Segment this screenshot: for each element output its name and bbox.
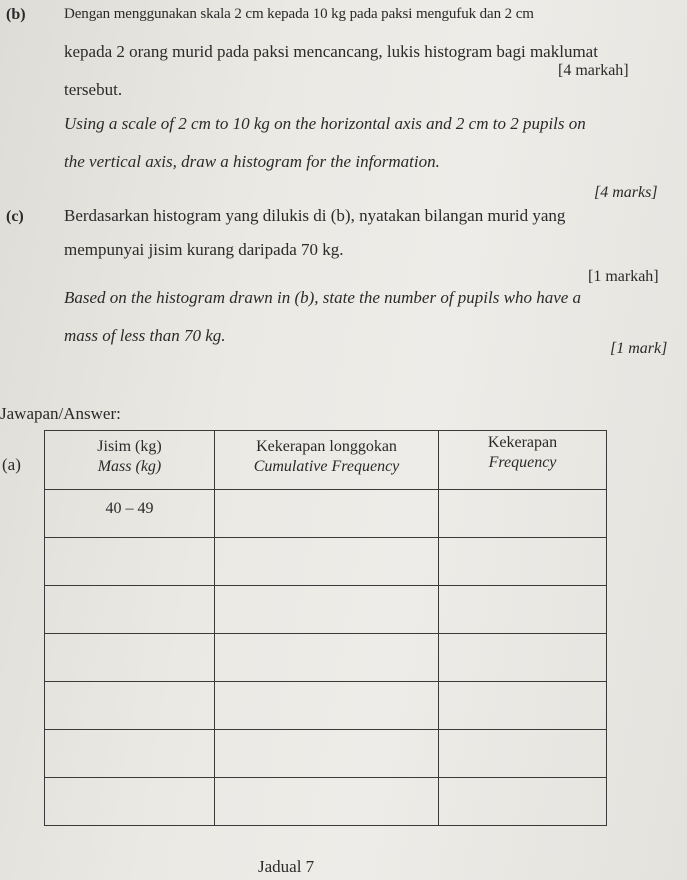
mass-cell[interactable] — [45, 586, 215, 634]
freq-cell[interactable] — [439, 778, 607, 826]
cumfreq-cell[interactable] — [215, 730, 439, 778]
part-b-english-marks: [4 marks] — [594, 184, 658, 201]
part-b-label: (b) — [6, 6, 26, 23]
table-caption: Jadual 7 — [258, 857, 315, 876]
part-b-malay-line3: tersebut. — [64, 80, 123, 99]
header-mass-english: Mass (kg) — [97, 458, 162, 475]
part-b-malay-marks: [4 markah] — [558, 62, 629, 79]
part-c-malay-marks: [1 markah] — [588, 268, 659, 285]
mass-cell[interactable] — [45, 682, 215, 730]
mass-cell[interactable]: 40 – 49 — [45, 490, 215, 538]
header-cumulative-frequency — [215, 431, 439, 490]
answer-part-label: (a) — [2, 455, 21, 474]
freq-cell[interactable] — [439, 538, 607, 586]
cumfreq-cell[interactable] — [215, 586, 439, 634]
table-header-row — [45, 431, 607, 490]
table-row — [45, 538, 607, 586]
part-b-english-line1: Using a scale of 2 cm to 10 kg on the horizontal axis and 2 cm to 2 pupils on — [64, 114, 586, 133]
header-freq-malay: Kekerapan — [487, 434, 558, 451]
table-row — [45, 586, 607, 634]
table-row — [45, 490, 607, 538]
mass-cell[interactable] — [45, 730, 215, 778]
header-cumfreq-malay: Kekerapan longgokan — [256, 438, 397, 455]
mass-cell[interactable] — [45, 538, 215, 586]
answer-heading: Jawapan/Answer: — [0, 404, 121, 423]
freq-cell[interactable] — [439, 682, 607, 730]
part-b-english-line2: the vertical axis, draw a histogram for the information. — [64, 152, 440, 171]
table-row — [45, 634, 607, 682]
header-mass-malay: Jisim (kg) — [97, 438, 162, 455]
mass-cell[interactable] — [45, 778, 215, 826]
freq-cell[interactable] — [439, 634, 607, 682]
header-mass — [45, 431, 215, 490]
freq-cell[interactable] — [439, 730, 607, 778]
part-b-malay-line1: Dengan menggunakan skala 2 cm kepada 10 kg pada paksi mengufuk dan 2 cm — [64, 6, 534, 22]
cumfreq-cell[interactable] — [215, 634, 439, 682]
header-cumfreq-english: Cumulative Frequency — [253, 458, 400, 475]
part-c-label: (c) — [6, 208, 24, 225]
mass-cell[interactable] — [45, 634, 215, 682]
part-b-malay-line2: kepada 2 orang murid pada paksi mencancang, lukis histogram bagi maklumat — [64, 42, 598, 61]
part-c-english-line2: mass of less than 70 kg. — [64, 326, 226, 345]
table-row — [45, 778, 607, 826]
header-freq-english: Frequency — [488, 454, 557, 471]
cumfreq-cell[interactable] — [215, 538, 439, 586]
part-c-malay-line1: Berdasarkan histogram yang dilukis di (b), nyatakan bilangan murid yang — [64, 206, 566, 225]
table-row — [45, 682, 607, 730]
freq-cell[interactable] — [439, 490, 607, 538]
part-c-english-line1: Based on the histogram drawn in (b), state the number of pupils who have a — [64, 288, 582, 307]
cumfreq-cell[interactable] — [215, 490, 439, 538]
freq-cell[interactable] — [439, 586, 607, 634]
part-c-english-marks: [1 mark] — [610, 340, 668, 357]
header-frequency — [439, 431, 607, 490]
table-row — [45, 730, 607, 778]
part-c-malay-line2: mempunyai jisim kurang daripada 70 kg. — [64, 240, 344, 259]
frequency-table — [44, 430, 607, 826]
cumfreq-cell[interactable] — [215, 682, 439, 730]
cumfreq-cell[interactable] — [215, 778, 439, 826]
